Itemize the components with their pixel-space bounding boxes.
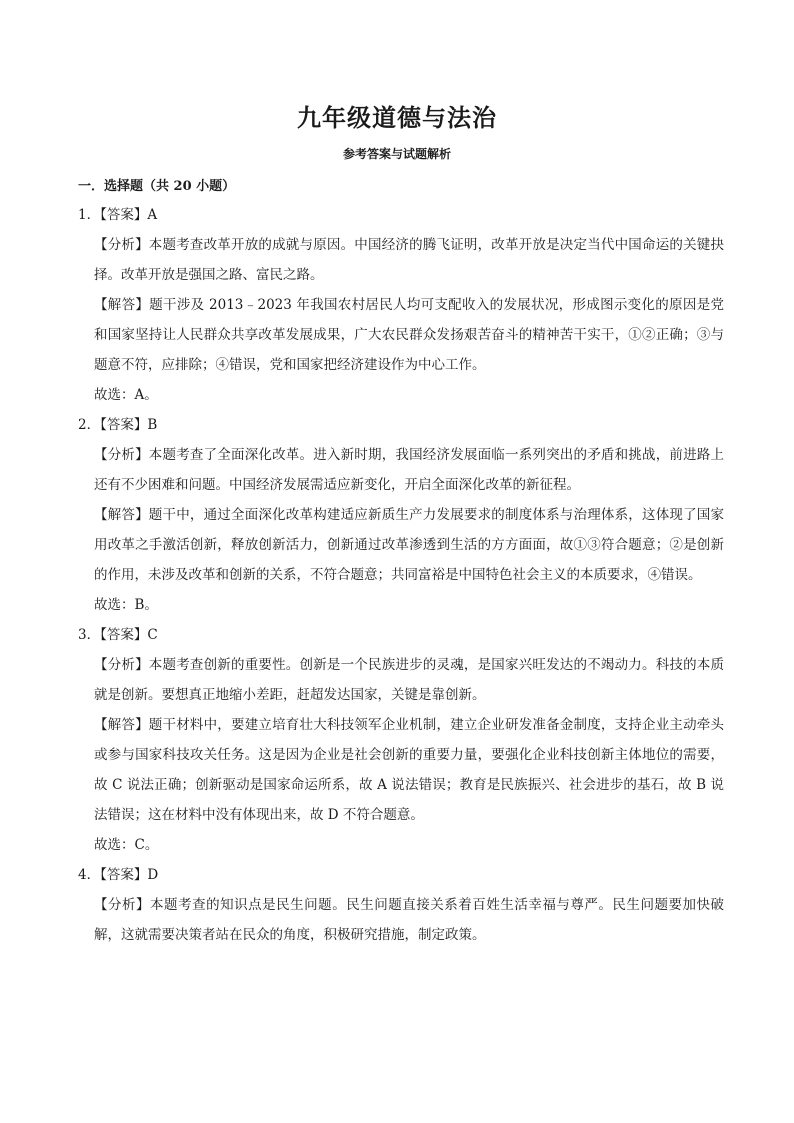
question-4 xyxy=(78,860,724,950)
question-number: 4． xyxy=(78,867,101,883)
answer-text: 【答案】C xyxy=(100,627,158,643)
question-2-conclusion: 故选：B。 xyxy=(94,597,158,613)
question-3-analysis: 【分析】本题考查创新的重要性。创新是一个民族进步的灵魂，是国家兴旺发达的不竭动力。科技的本质就是创新。要想真正地缩小差距，赶超发达国家，关键是靠创新。 xyxy=(94,657,724,703)
page-subtitle: 参考答案与试题解析 xyxy=(342,147,451,161)
answer-text: 【答案】A xyxy=(100,207,158,223)
answer-text: 【答案】B xyxy=(100,417,158,433)
answer-text: 【答案】D xyxy=(100,867,159,883)
section-heading: 一．选择题（共 20 小题） xyxy=(78,179,236,194)
question-1-analysis: 【分析】本题考查改革开放的成就与原因。中国经济的腾飞证明，改革开放是决定当代中国命运的关键抉择。改革开放是强国之路、富民之路。 xyxy=(94,237,724,283)
question-3-conclusion: 故选：C。 xyxy=(94,837,159,853)
question-3-answer xyxy=(78,620,724,650)
question-2-analysis: 【分析】本题考查了全面深化改革。进入新时期，我国经济发展面临一系列突出的矛盾和挑战，前进路上还有不少困难和问题。中国经济发展需适应新变化，开启全面深化改革的新征程。 xyxy=(94,447,724,493)
question-number: 3． xyxy=(78,627,101,643)
question-2 xyxy=(78,410,724,620)
questions-list xyxy=(78,200,724,950)
question-1-conclusion: 故选：A。 xyxy=(94,387,158,403)
question-3-solution: 【解答】题干材料中，要建立培育壮大科技领军企业机制，建立企业研发准备金制度，支持企业主动牵头或参与国家科技攻关任务。这是因为企业是社会创新的重要力量，要强化企业科技创新主体地位的需要，故 C 说法正确；创新驱动是国家命运所系，故 A 说法错误；教育是民族振兴、社会进步的基石，故 B 说法错误；这在材料中没有体现出来，故 D 不符合题意。 xyxy=(94,717,724,823)
question-1 xyxy=(78,200,724,410)
question-4-analysis: 【分析】本题考查的知识点是民生问题。民生问题直接关系着百姓生活幸福与尊严。民生问题要加快破解，这就需要决策者站在民众的角度，积极研究措施，制定政策。 xyxy=(94,897,724,943)
question-1-answer xyxy=(78,200,724,230)
page-title: 九年级道德与法治 xyxy=(297,103,497,132)
question-3 xyxy=(78,620,724,860)
question-1-solution: 【解答】题干涉及 2013﹣2023 年我国农村居民人均可支配收入的发展状况，形成图示变化的原因是党和国家坚持让人民群众共享改革发展成果，广大农民群众发扬艰苦奋斗的精神苦干实干，①②正确；③与题意不符，应排除；④错误，党和国家把经济建设作为中心工作。 xyxy=(94,297,724,373)
question-number: 2． xyxy=(78,417,101,433)
question-4-answer xyxy=(78,860,724,890)
question-2-answer xyxy=(78,410,724,440)
question-number: 1． xyxy=(78,207,101,223)
question-2-solution: 【解答】题干中，通过全面深化改革构建适应新质生产力发展要求的制度体系与治理体系，这体现了国家用改革之手激活创新，释放创新活力，创新通过改革渗透到生活的方方面面，故①③符合题意；②是创新的作用，未涉及改革和创新的关系，不符合题意；共同富裕是中国特色社会主义的本质要求，④错误。 xyxy=(94,507,724,583)
